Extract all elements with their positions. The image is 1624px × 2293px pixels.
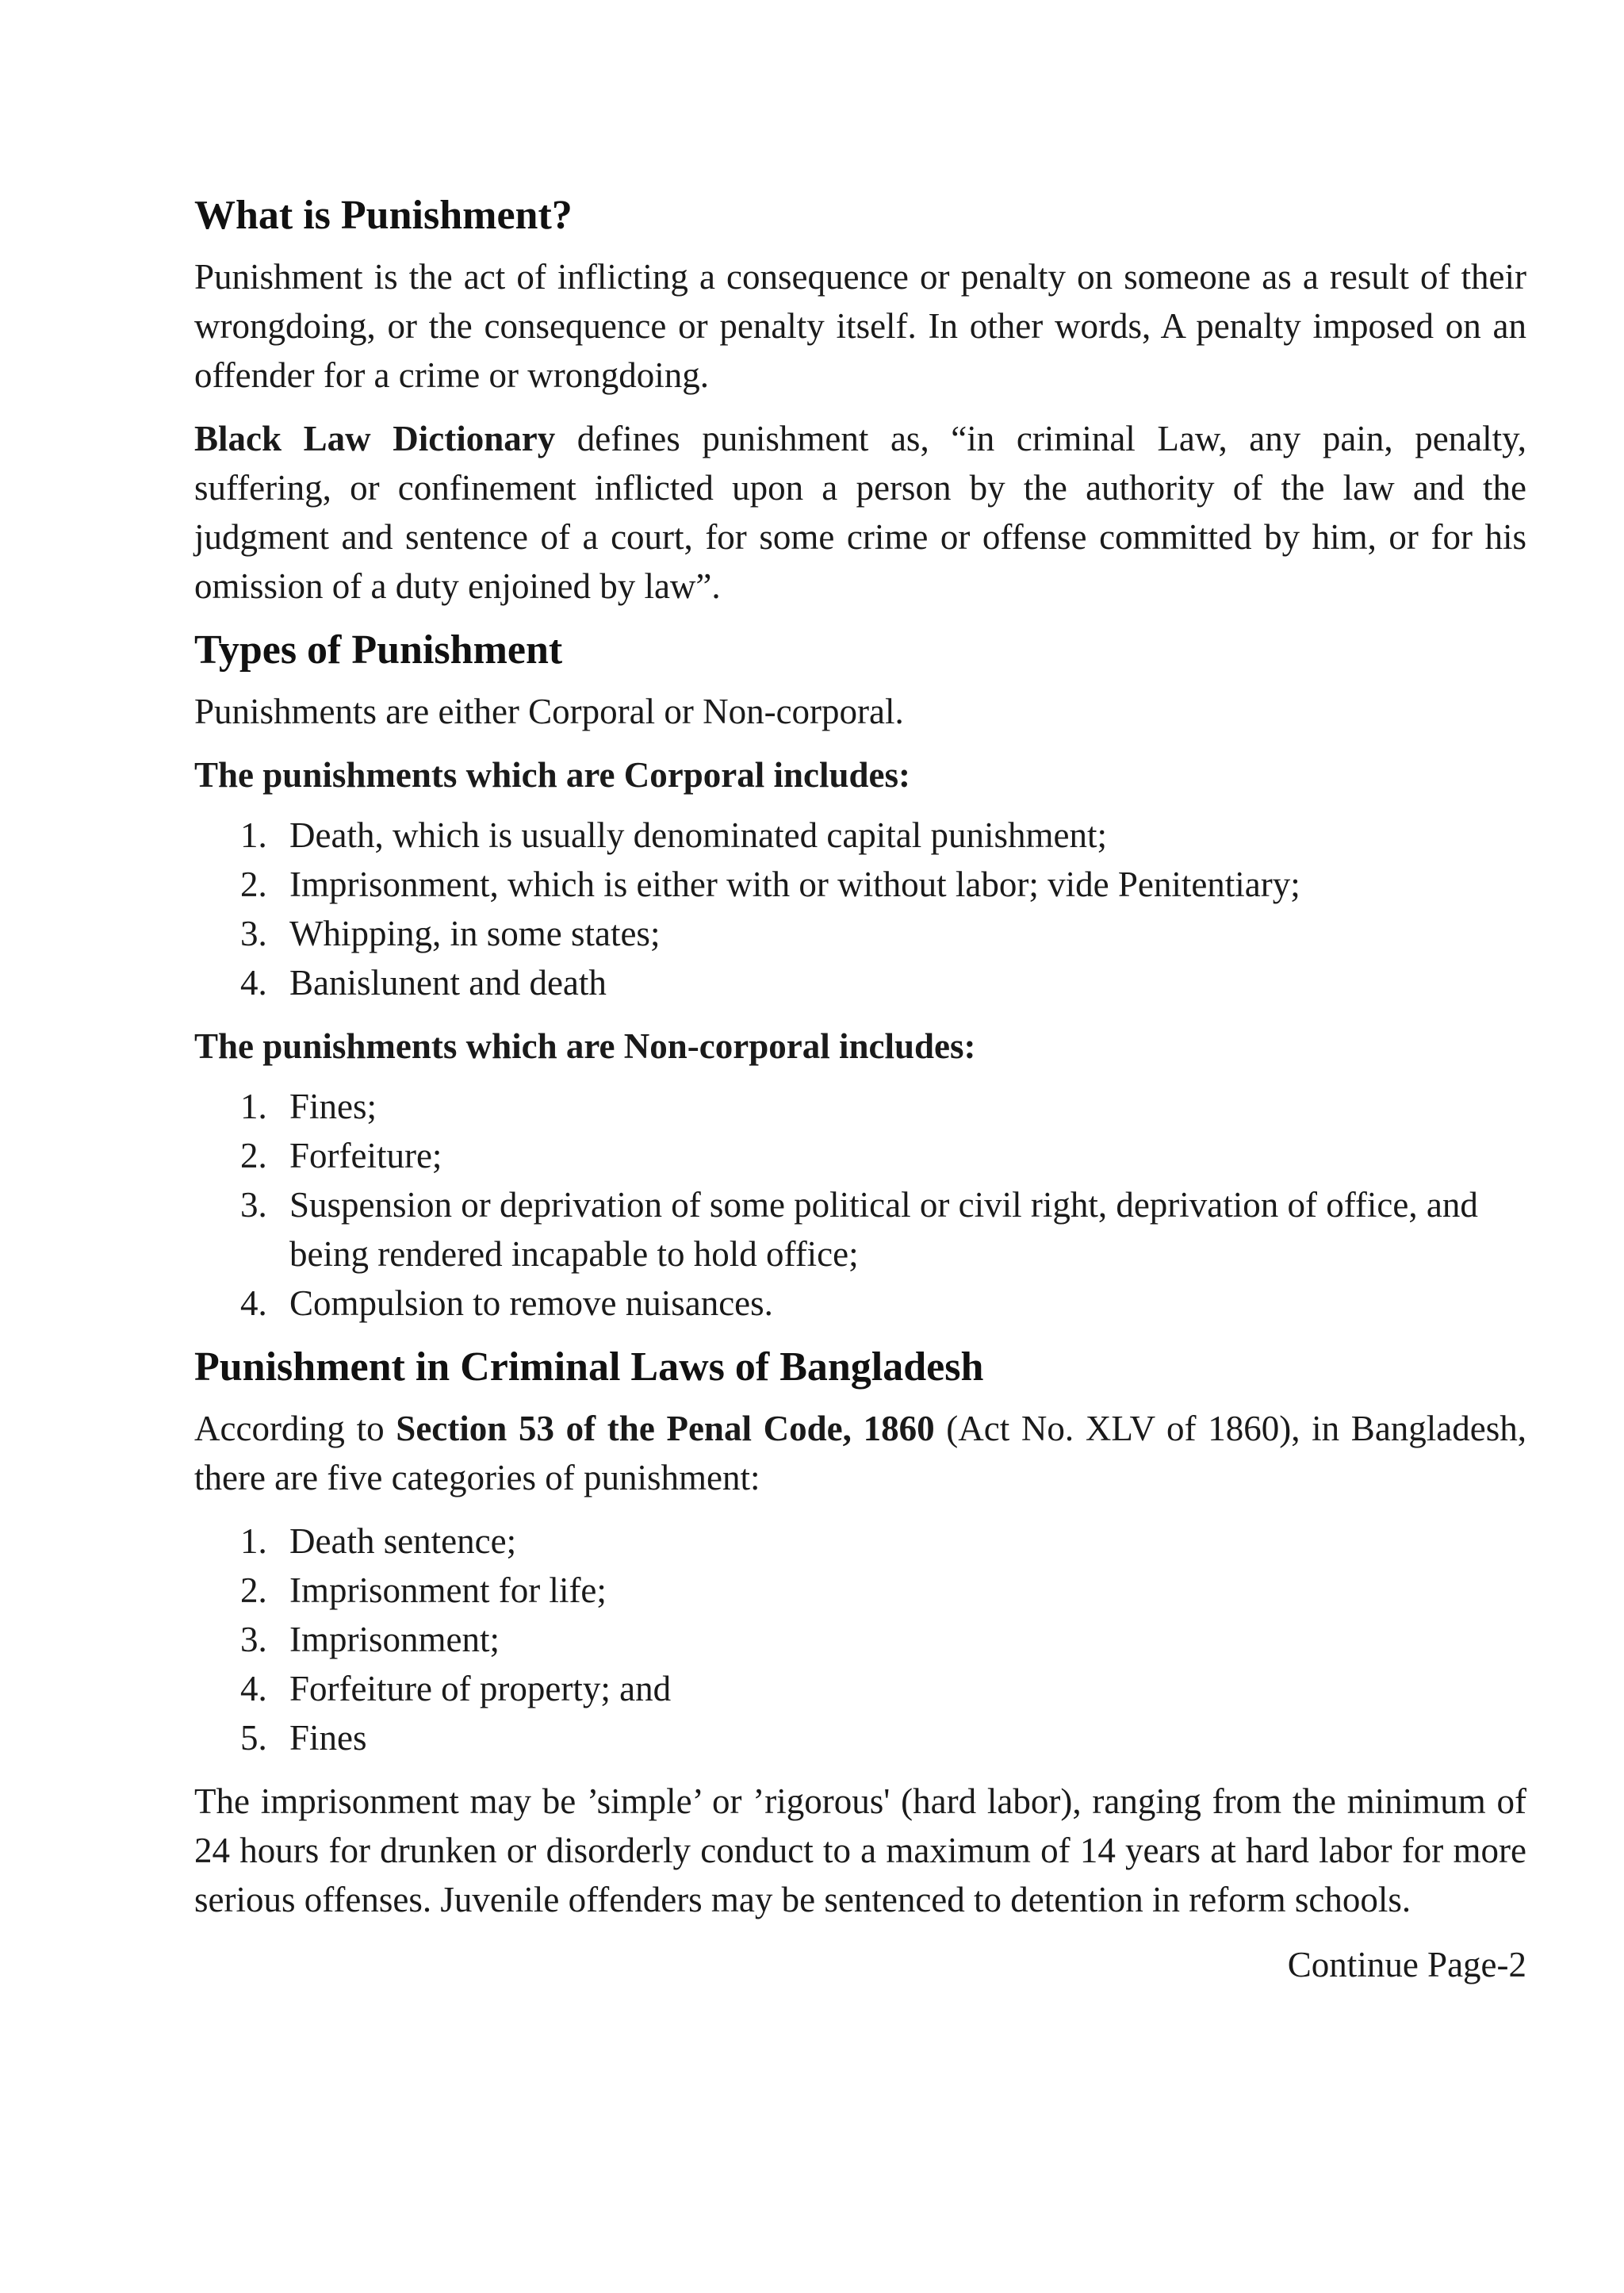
list-item-number: 1. xyxy=(240,815,267,855)
list-item-text: Fines; xyxy=(289,1087,377,1126)
penal-code-intro-pre: According to xyxy=(194,1409,396,1448)
list-item-number: 1. xyxy=(240,1521,267,1561)
list-item-number: 4. xyxy=(240,1669,267,1708)
list-item xyxy=(194,860,1526,909)
heading-types-of-punishment: Types of Punishment xyxy=(194,627,563,673)
list-item-text: Suspension or deprivation of some political or civil right, deprivation of office, and being rendered incapable to hold office; xyxy=(289,1185,1478,1274)
section-bangladesh-criminal-laws xyxy=(194,1342,1526,1924)
list-item-text: Forfeiture of property; and xyxy=(289,1669,672,1708)
document-page xyxy=(194,190,1526,1989)
list-item xyxy=(194,1713,1526,1762)
list-non-corporal xyxy=(194,1082,1526,1328)
paragraph-imprisonment-details: The imprisonment may be ’simple’ or ’rigorous' (hard labor), ranging from the minimum of 24 hours for drunken or disorderly conduct to a maximum of 14 years at hard labor for more serious offenses. Juvenile offenders may be sentenced to detention in reform schools. xyxy=(194,1781,1526,1919)
penal-code-section-reference: Section 53 of the Penal Code, 1860 xyxy=(396,1409,935,1448)
list-item xyxy=(194,1279,1526,1328)
list-penal-code-categories xyxy=(194,1517,1526,1762)
paragraph-definition: Punishment is the act of inflicting a consequence or penalty on someone as a result of their wrongdoing, or the consequence or penalty itself. In other words, A penalty imposed on an offender for a crime or wrongdoing. xyxy=(194,257,1526,395)
subheading-non-corporal: The punishments which are Non-corporal includes: xyxy=(194,1026,976,1066)
list-item xyxy=(194,1517,1526,1566)
list-item-number: 5. xyxy=(240,1718,267,1758)
list-item-text: Forfeiture; xyxy=(289,1136,442,1175)
list-item-text: Imprisonment for life; xyxy=(289,1570,607,1610)
list-item xyxy=(194,811,1526,860)
continue-page-note: Continue Page-2 xyxy=(1287,1945,1526,1984)
list-item-number: 4. xyxy=(240,963,267,1003)
list-item-number: 3. xyxy=(240,914,267,953)
list-item-text: Banislunent and death xyxy=(289,963,607,1003)
list-item xyxy=(194,1664,1526,1713)
section-types-of-punishment xyxy=(194,625,1526,1328)
list-item-text: Death sentence; xyxy=(289,1521,517,1561)
paragraph-penal-code-intro xyxy=(194,1404,1526,1502)
list-item-number: 2. xyxy=(240,865,267,904)
black-law-dictionary-definition: defines punishment as, “in criminal Law, any pain, penalty, suffering, or confinement inflicted upon a person by the authority of the law and the judgment and sentence of a court, for some crime or offense committed by him, or for his omission of a duty enjoined by law”. xyxy=(194,419,1526,606)
list-item xyxy=(194,1180,1526,1279)
list-item xyxy=(194,958,1526,1007)
list-item xyxy=(194,1082,1526,1131)
black-law-dictionary-term: Black Law Dictionary xyxy=(194,419,556,458)
list-corporal xyxy=(194,811,1526,1007)
list-item xyxy=(194,1615,1526,1664)
list-item-text: Compulsion to remove nuisances. xyxy=(289,1283,773,1323)
list-item xyxy=(194,1131,1526,1180)
list-item-text: Fines xyxy=(289,1718,367,1758)
paragraph-black-law-dictionary xyxy=(194,414,1526,611)
list-item-text: Imprisonment, which is either with or without labor; vide Penitentiary; xyxy=(289,865,1300,904)
subheading-corporal: The punishments which are Corporal includes: xyxy=(194,755,911,795)
penal-code-intro-post: (Act No. XLV of 1860), in Bangladesh, there are five categories of punishment: xyxy=(194,1409,1526,1497)
list-item-number: 1. xyxy=(240,1087,267,1126)
list-item-text: Whipping, in some states; xyxy=(289,914,661,953)
list-item xyxy=(194,1566,1526,1615)
list-item xyxy=(194,909,1526,958)
list-item-number: 3. xyxy=(240,1620,267,1659)
list-item-number: 4. xyxy=(240,1283,267,1323)
heading-bangladesh-criminal-laws: Punishment in Criminal Laws of Bangladesh xyxy=(194,1344,984,1390)
list-item-text: Imprisonment; xyxy=(289,1620,500,1659)
list-item-number: 2. xyxy=(240,1570,267,1610)
list-item-number: 3. xyxy=(240,1185,267,1225)
section-what-is-punishment xyxy=(194,190,1526,611)
paragraph-types-intro: Punishments are either Corporal or Non-corporal. xyxy=(194,692,904,731)
heading-what-is-punishment: What is Punishment? xyxy=(194,193,573,238)
list-item-number: 2. xyxy=(240,1136,267,1175)
list-item-text: Death, which is usually denominated capital punishment; xyxy=(289,815,1108,855)
